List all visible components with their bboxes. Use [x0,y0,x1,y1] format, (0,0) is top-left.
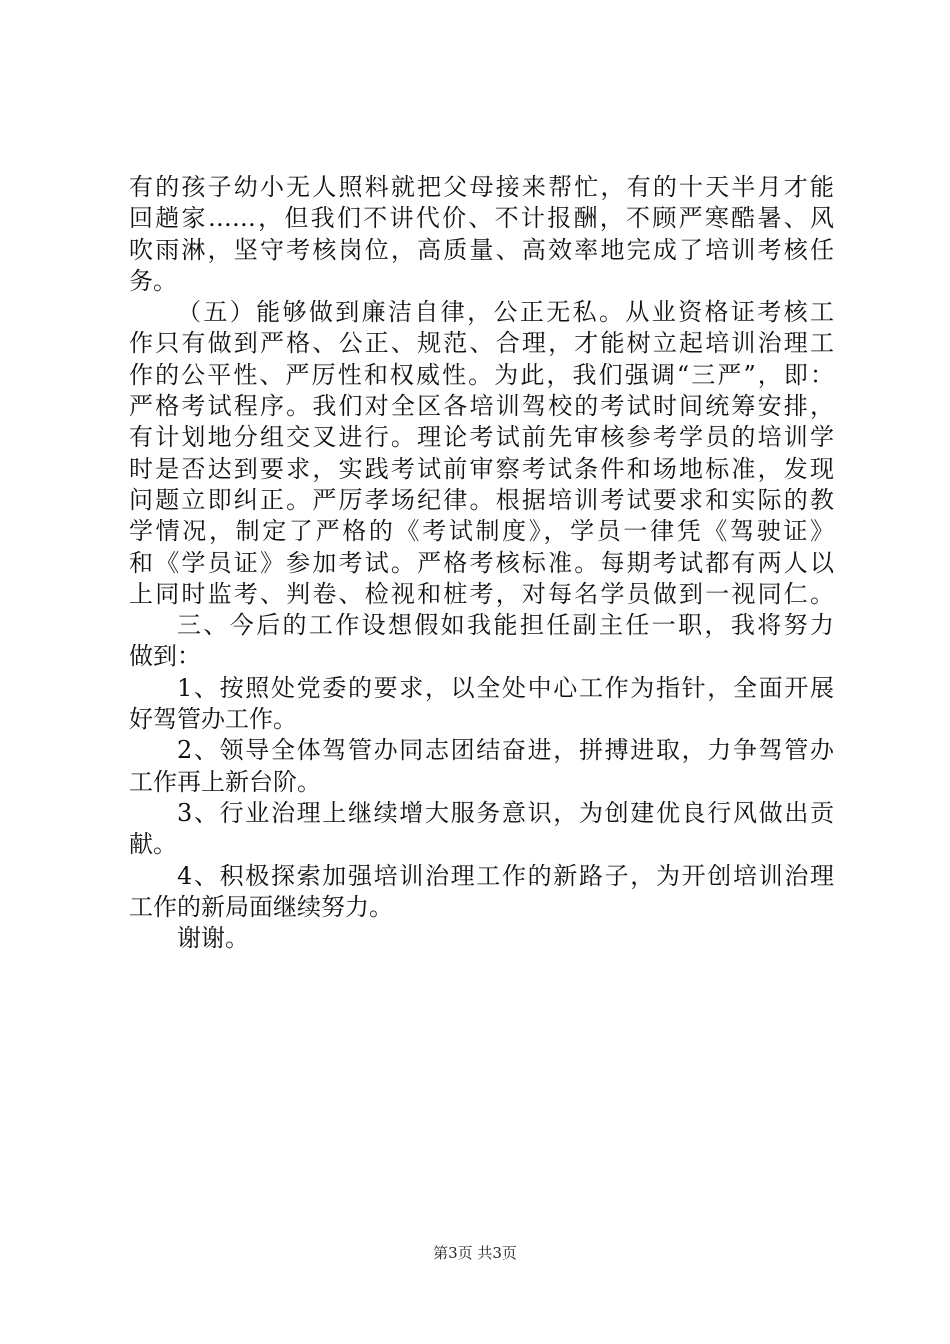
text-line: 学情况，制定了严格的《考试制度》，学员一律凭《驾驶证》 [129,517,834,546]
text-line: 回趟家……，但我们不讲代价、不计报酬，不顾严寒酷暑、风 [129,204,834,233]
text-line: 2、领导全体驾管办同志团结奋进，拼搏进取，力争驾管办 [177,736,834,765]
text-line: 问题立即纠正。严厉孝场纪律。根据培训考试要求和实际的教 [129,485,834,514]
text-line: 工作再上新台阶。 [129,767,321,796]
text-line: 谢谢。 [177,924,249,953]
text-line: 严格考试程序。我们对全区各培训驾校的考试时间统筹安排， [129,392,834,421]
text-line: 上同时监考、判卷、检视和桩考，对每名学员做到一视同仁。 [129,579,834,608]
text-line: 献。 [129,830,177,859]
text-line: 吹雨淋，坚守考核岗位，高质量、高效率地完成了培训考核任 [129,235,834,264]
document-body [129,172,834,954]
text-line: 三、今后的工作设想假如我能担任副主任一职，我将努力 [177,611,834,640]
text-line: 有的孩子幼小无人照料就把父母接来帮忙，有的十天半月才能 [129,173,834,201]
text-line: （五）能够做到廉洁自律，公正无私。从业资格证考核工 [177,298,834,327]
text-line: 4、积极探索加强培训治理工作的新路子，为开创培训治理 [177,861,834,890]
text-line: 有计划地分组交叉进行。理论考试前先审核参考学员的培训学 [129,423,834,452]
text-line: 做到： [129,642,201,671]
text-line: 务。 [129,266,177,295]
text-line: 3、行业治理上继续增大服务意识，为创建优良行风做出贡 [177,798,834,827]
text-line: 时是否达到要求，实践考试前审察考试条件和场地标准，发现 [129,454,834,483]
text-line: 1、按照处党委的要求，以全处中心工作为指针，全面开展 [177,673,834,702]
text-line: 和《学员证》参加考试。严格考核标准。每期考试都有两人以 [129,548,834,577]
text-line: 作的公平性、严厉性和权威性。为此，我们强调“三严”，即： [129,360,834,389]
page-footer: 第3页 共3页 [433,1244,517,1262]
text-line: 好驾管办工作。 [129,705,297,734]
text-line: 作只有做到严格、公正、规范、合理，才能树立起培训治理工 [129,329,834,358]
text-line: 工作的新局面继续努力。 [129,892,393,921]
